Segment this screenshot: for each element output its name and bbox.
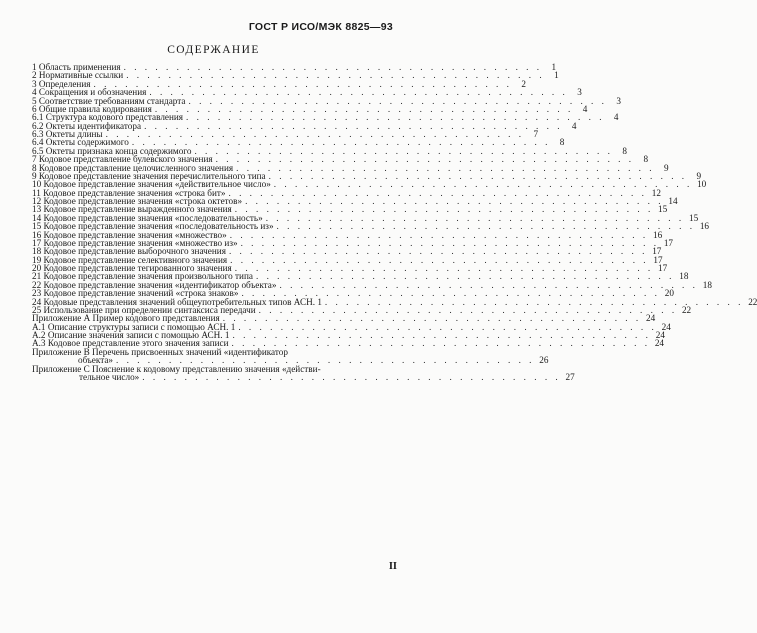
toc-entry-title: 6.2 Октеты идентификатора <box>32 120 142 131</box>
toc-entry-page: 16 <box>699 221 709 232</box>
toc-leader-dots: . . . . . . . . . . . . . . . . . . . . . . . . . . . . . . . . . . . . . . . . <box>93 78 512 89</box>
toc-leader-dots: . . . . . . . . . . . . . . . . . . . . . . . . . . . . . . . . . . . . . . . . <box>230 254 649 265</box>
toc-leader-dots: . . . . . . . . . . . . . . . . . . . . . . . . . . . . . . . . . . . . . . . . <box>229 229 649 240</box>
toc-entry-page: 22 <box>681 304 692 315</box>
toc-entry-page: 27 <box>565 371 575 382</box>
toc-entry-title: 15 Кодовое представление значения «последовательность из» <box>32 221 274 232</box>
toc-entry-page: 18 <box>702 279 712 290</box>
toc-entry-page: 10 <box>697 179 707 190</box>
toc-entry-page: 9 <box>663 162 669 173</box>
toc-entry-title: 8 Кодовое представление целочисленного значения <box>32 162 234 173</box>
toc-leader-dots: . . . . . . . . . . . . . . . . . . . . . . . . . . . . . . . . . . . . . . . . <box>126 70 545 81</box>
toc-entry-page: 26 <box>539 355 549 366</box>
toc-entry-title: 9 Кодовое представление значения перечислительного типа <box>32 170 266 181</box>
toc-entry-title: А.3 Кодовое представление этого значения записи <box>32 338 229 349</box>
toc-entry-title: 3 Определения <box>32 78 91 89</box>
toc-entry-page: 17 <box>658 263 668 273</box>
toc-entry-title: 20 Кодовое представление тегированного значения <box>32 263 232 273</box>
toc-entry-title: Приложение А Пример кодового представления <box>32 313 220 324</box>
toc-leader-dots: . . . . . . . . . . . . . . . . . . . . . . . . . . . . . . . . . . . . . . . . <box>245 196 664 206</box>
toc-leader-dots: . . . . . . . . . . . . . . . . . . . . . . . . . . . . . . . . . . . . . . . . <box>241 288 660 299</box>
toc-leader-dots: . . . . . . . . . . . . . . . . . . . . . . . . . . . . . . . . . . . . . . . . <box>188 95 607 106</box>
toc-entry-page: 15 <box>658 204 668 215</box>
toc-entry-title: 12 Кодовое представление значения «строка октетов» <box>32 196 243 206</box>
toc-entry-title: 14 Кодовое представление значения «последовательность» <box>32 212 263 223</box>
toc-leader-dots: . . . . . . . . . . . . . . . . . . . . . . . . . . . . . . . . . . . . . . . . <box>186 112 605 123</box>
toc-leader-dots: . . . . . . . . . . . . . . . . . . . . . . . . . . . . . . . . . . . . . . . . <box>149 87 568 98</box>
toc-entry-title: 17 Кодовое представление значения «множество из» <box>32 237 238 248</box>
toc-leader-dots: . . . . . . . . . . . . . . . . . . . . . . . . . . . . . . . . . . . . . . . . <box>273 179 693 190</box>
toc-leader-dots: . . . . . . . . . . . . . . . . . . . . . . . . . . . . . . . . . . . . . . . . <box>279 279 698 290</box>
toc-leader-dots: . . . . . . . . . . . . . . . . . . . . . . . . . . . . . . . . . . . . . . . . <box>265 212 685 223</box>
toc-leader-dots: . . . . . . . . . . . . . . . . . . . . . . . . . . . . . . . . . . . . . . . . <box>228 187 647 198</box>
toc-entry-title: 25 Использование при определении синтаксиса передачи <box>32 304 256 315</box>
toc-leader-dots: . . . . . . . . . . . . . . . . . . . . . . . . . . . . . . . . . . . . . . . . <box>234 204 654 215</box>
toc-entry-page: 12 <box>651 187 661 198</box>
toc-entry-page: 4 <box>571 120 577 131</box>
toc-entry-title: 7 Кодовое представление булевского значения <box>32 154 213 165</box>
toc-entry-title: Приложение С Пояснение к кодовому представлению значения «действи- <box>32 363 321 374</box>
toc-entry-page: 4 <box>613 112 619 123</box>
toc-entry-title: 11 Кодовое представление значения «строка бит» <box>32 187 226 198</box>
toc-entry-page: 1 <box>554 70 559 81</box>
toc-entry-page: 4 <box>582 103 588 114</box>
document-code: ГОСТ Р ИСО/МЭК 8825—93 <box>248 21 393 33</box>
toc-entry-title: 10 Кодовое представление значения «действительное число» <box>32 179 271 190</box>
toc-entry-page: 9 <box>696 170 702 181</box>
table-of-contents <box>32 62 757 382</box>
toc-entry-title: А.1 Описание структуры записи с помощью АСН. 1 <box>32 321 236 332</box>
toc-entry-title: Приложение В Перечень присвоенных значений «идентификатор <box>32 346 288 357</box>
toc-entry <box>32 371 575 382</box>
toc-entry-page: 7 <box>533 129 539 139</box>
toc-entry-page: 16 <box>652 229 663 240</box>
toc-entry-page: 8 <box>559 137 565 148</box>
toc-entry-page: 22 <box>748 296 757 307</box>
toc-leader-dots: . . . . . . . . . . . . . . . . . . . . . . . . . . . . . . . . . . . . . . . . <box>268 170 688 181</box>
toc-leader-dots: . . . . . . . . . . . . . . . . . . . . . . . . . . . . . . . . . . . . . . . . <box>238 321 657 332</box>
toc-entry-title: 23 Кодовое представление значений «строка знаков» <box>32 288 239 299</box>
toc-leader-dots: . . . . . . . . . . . . . . . . . . . . . . . . . . . . . . . . . . . . . . . . <box>234 263 654 273</box>
toc-entry-title: 18 Кодовое представление выборочного значения <box>32 246 226 257</box>
toc-leader-dots: . . . . . . . . . . . . . . . . . . . . . . . . . . . . . . . . . . . . . . . . <box>228 246 648 257</box>
toc-leader-dots: . . . . . . . . . . . . . . . . . . . . . . . . . . . . . . . . . . . . . . . . <box>236 162 655 173</box>
toc-entry-page: 2 <box>521 78 526 89</box>
toc-leader-dots: . . . . . . . . . . . . . . . . . . . . . . . . . . . . . . . . . . . . . . . . <box>142 371 561 382</box>
toc-leader-dots: . . . . . . . . . . . . . . . . . . . . . . . . . . . . . . . . . . . . . . . . <box>194 145 613 156</box>
toc-entry-page: 8 <box>622 145 627 156</box>
toc-entry-title: 6.3 Октеты длины <box>32 129 103 139</box>
toc-entry-page: 8 <box>643 154 649 165</box>
toc-entry-title: 16 Кодовое представление значения «множество» <box>32 229 227 240</box>
toc-entry-page: 17 <box>653 254 663 265</box>
toc-entry-page: 24 <box>655 330 665 340</box>
toc-leader-dots: . . . . . . . . . . . . . . . . . . . . . . . . . . . . . . . . . . . . . . . . <box>116 355 535 366</box>
toc-entry-page: 17 <box>652 246 662 257</box>
toc-entry-title: объекта» <box>78 355 114 366</box>
toc-leader-dots: . . . . . . . . . . . . . . . . . . . . . . . . . . . . . . . . . . . . . . . . <box>105 129 525 139</box>
toc-entry-page: 24 <box>654 338 664 349</box>
toc-leader-dots: . . . . . . . . . . . . . . . . . . . . . . . . . . . . . . . . . . . . . . . . <box>215 154 635 165</box>
toc-entry-title: тельное число» <box>79 371 140 382</box>
toc-entry-title: 13 Кодовое представление выражденного значения <box>32 204 232 215</box>
page-title: СОДЕРЖАНИЕ <box>167 44 260 56</box>
toc-leader-dots: . . . . . . . . . . . . . . . . . . . . . . . . . . . . . . . . . . . . . . . . <box>258 304 678 315</box>
toc-entry-page: 1 <box>551 62 557 72</box>
toc-entry-page: 24 <box>661 321 671 332</box>
toc-leader-dots: . . . . . . . . . . . . . . . . . . . . . . . . . . . . . . . . . . . . . . . . <box>255 271 675 282</box>
toc-entry-title: 1 Область применения <box>32 62 121 72</box>
toc-entry-page: 14 <box>668 196 678 206</box>
toc-entry-title: А.2 Описание значения записи с помощью АСН. 1 <box>32 330 230 340</box>
toc-leader-dots: . . . . . . . . . . . . . . . . . . . . . . . . . . . . . . . . . . . . . . . . <box>123 62 543 72</box>
toc-entry-title: 6.1 Структура кодового представления <box>32 112 184 123</box>
toc-entry-page: 18 <box>679 271 689 282</box>
toc-entry-page: 15 <box>688 212 699 223</box>
toc-entry-title: 6 Общие правила кодирования <box>32 103 152 114</box>
toc-leader-dots: . . . . . . . . . . . . . . . . . . . . . . . . . . . . . . . . . . . . . . . . <box>240 237 660 248</box>
toc-entry-page: 24 <box>646 313 656 324</box>
page-number: II <box>388 561 397 572</box>
toc-leader-dots: . . . . . . . . . . . . . . . . . . . . . . . . . . . . . . . . . . . . . . . . <box>222 313 642 324</box>
toc-leader-dots: . . . . . . . . . . . . . . . . . . . . . . . . . . . . . . . . . . . . . . . . <box>232 330 651 340</box>
toc-entry-title: 22 Кодовое представление значения «идентификатор объекта» <box>32 279 277 290</box>
toc-leader-dots: . . . . . . . . . . . . . . . . . . . . . . . . . . . . . . . . . . . . . . . . <box>144 120 563 131</box>
toc-entry-title: 6.5 Октеты признака конца содержимого <box>32 145 192 156</box>
toc-entry-page: 20 <box>664 288 674 299</box>
toc-leader-dots: . . . . . . . . . . . . . . . . . . . . . . . . . . . . . . . . . . . . . . . . <box>324 296 744 307</box>
toc-leader-dots: . . . . . . . . . . . . . . . . . . . . . . . . . . . . . . . . . . . . . . . . <box>276 221 695 232</box>
toc-entry-page: 17 <box>663 237 674 248</box>
toc-entry-title: 24 Кодовые представления значений общеупотребительных типов АСН. 1 <box>32 296 322 307</box>
toc-leader-dots: . . . . . . . . . . . . . . . . . . . . . . . . . . . . . . . . . . . . . . . . <box>231 338 650 349</box>
toc-entry-title: 2 Нормативные ссылки <box>32 70 124 81</box>
toc-entry-title: 4 Сокращения и обозначения <box>32 87 147 98</box>
toc-entry-page: 3 <box>577 87 582 98</box>
toc-leader-dots: . . . . . . . . . . . . . . . . . . . . . . . . . . . . . . . . . . . . . . . . <box>154 103 574 114</box>
toc-entry-page: 3 <box>616 95 621 106</box>
toc-entry-title: 19 Кодовое представление селективного значения <box>32 254 228 265</box>
toc-entry-title: 5 Соответствие требованиям стандарта <box>32 95 186 106</box>
toc-leader-dots: . . . . . . . . . . . . . . . . . . . . . . . . . . . . . . . . . . . . . . . . <box>131 137 551 148</box>
toc-entry-title: 21 Кодовое представление значения произвольного типа <box>32 271 253 282</box>
toc-entry-title: 6.4 Октеты содержимого <box>32 137 129 148</box>
